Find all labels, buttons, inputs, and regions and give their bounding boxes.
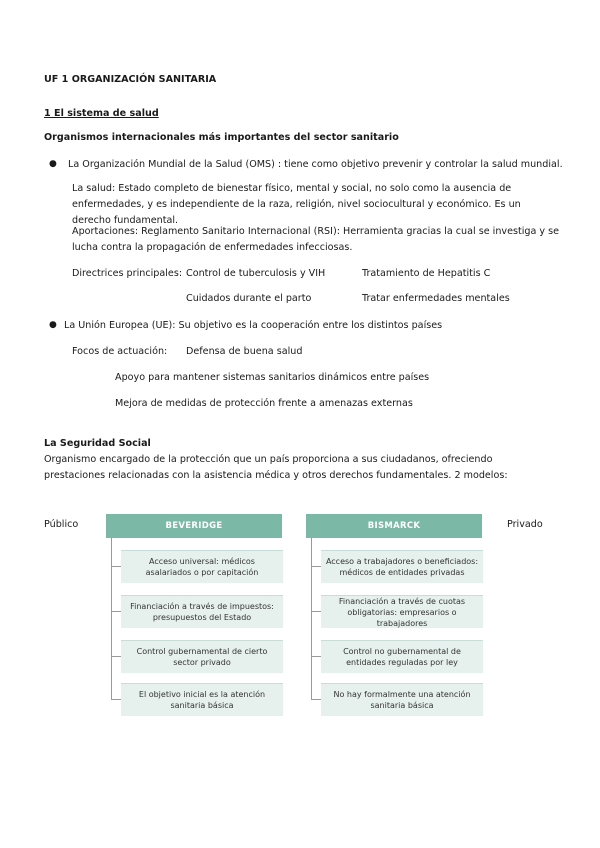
foco-item: Defensa de buena salud	[186, 346, 303, 357]
connector-branch	[111, 611, 121, 612]
foco-item: Apoyo para mantener sistemas sanitarios dinámicos entre países	[115, 372, 430, 383]
section-title: 1 El sistema de salud	[44, 108, 159, 119]
beveridge-item: El objetivo inicial es la atención sanitaria básica	[121, 683, 283, 716]
connector-branch	[311, 656, 321, 657]
directriz-item: Control de tuberculosis y VIH	[186, 268, 326, 279]
beveridge-item: Financiación a través de impuestos: presupuestos del Estado	[121, 595, 283, 628]
bismarck-item: No hay formalmente una atención sanitaria básica	[321, 683, 483, 716]
bullet-icon: ●	[49, 320, 57, 330]
beveridge-header: BEVERIDGE	[106, 514, 282, 538]
ue-bullet-text: La Unión Europea (UE): Su objetivo es la cooperación entre los distintos países	[64, 320, 443, 331]
seguridad-text: Organismo encargado de la protección que un país proporciona a sus ciudadanos, ofreciendo prestaciones relacionadas con la asistencia médica y otros derechos fundamentales. 2 modelos:	[44, 454, 508, 481]
bismarck-connector	[311, 538, 312, 699]
foco-item: Mejora de medidas de protección frente a amenazas externas	[115, 398, 413, 409]
bismarck-item: Financiación a través de cuotas obligatorias: empresarios o trabajadores	[321, 595, 483, 628]
bullet-icon: ●	[49, 159, 57, 169]
directriz-item: Tratar enfermedades mentales	[362, 293, 510, 304]
bismarck-item: Control no gubernamental de entidades reguladas por ley	[321, 640, 483, 673]
connector-branch	[111, 699, 121, 700]
beveridge-connector	[111, 538, 112, 699]
oms-bullet-text: La Organización Mundial de la Salud (OMS) : tiene como objetivo prevenir y controlar la salud mundial.	[68, 159, 563, 170]
connector-branch	[311, 566, 321, 567]
connector-branch	[311, 611, 321, 612]
directrices-label: Directrices principales:	[72, 268, 183, 279]
connector-branch	[111, 566, 121, 567]
bismarck-item: Acceso a trabajadores o beneficiados: médicos de entidades privadas	[321, 550, 483, 583]
directriz-item: Tratamiento de Hepatitis C	[362, 268, 491, 279]
salud-definition: La salud: Estado completo de bienestar físico, mental y social, no solo como la ausencia de enfermedades, y es independiente de la raza, religión, nivel sociocultural y económico. Es un derecho fundamental.	[72, 183, 521, 226]
focos-label: Focos de actuación:	[72, 346, 168, 357]
connector-branch	[311, 699, 321, 700]
document-header: UF 1 ORGANIZACIÓN SANITARIA	[44, 74, 217, 85]
bismarck-header: BISMARCK	[306, 514, 482, 538]
beveridge-item: Acceso universal: médicos asalariados o por capitación	[121, 550, 283, 583]
aportaciones-text: Aportaciones: Reglamento Sanitario Internacional (RSI): Herramienta gracias la cual se investiga y se lucha contra la propagación de enfermedades infecciosas.	[72, 226, 560, 253]
privado-label: Privado	[507, 519, 543, 530]
directriz-item: Cuidados durante el parto	[186, 293, 312, 304]
subsection-title: Organismos internacionales más importantes del sector sanitario	[44, 132, 399, 143]
publico-label: Público	[44, 519, 79, 530]
seguridad-title: La Seguridad Social	[44, 438, 151, 449]
beveridge-item: Control gubernamental de cierto sector privado	[121, 640, 283, 673]
connector-branch	[111, 656, 121, 657]
